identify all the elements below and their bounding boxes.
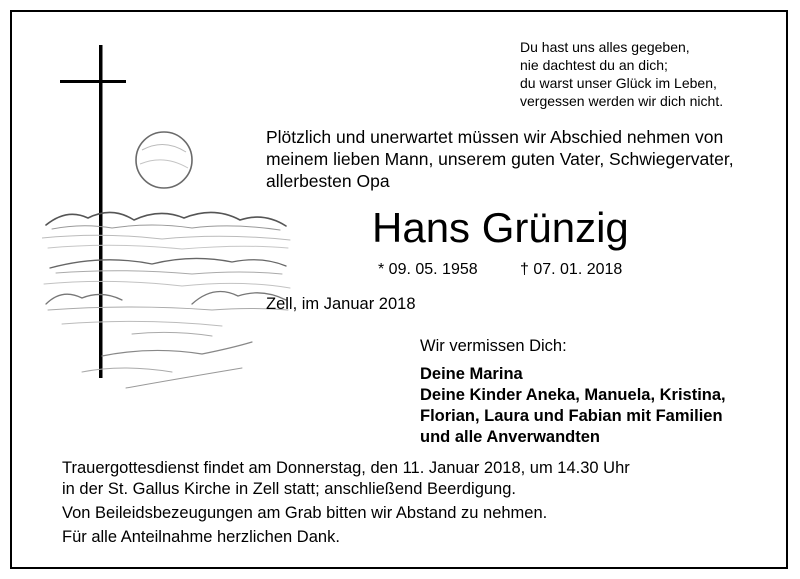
cross-icon [60,45,126,378]
intro-line: allerbesten Opa [266,171,390,191]
mourner-line: Deine Marina [420,365,523,383]
death-date: † 07. 01. 2018 [520,261,623,278]
deceased-name: Hans Grünzig [372,204,629,251]
mourner-line: und alle Anverwandten [420,428,601,446]
landscape-sketch [42,212,290,388]
mourners-heading: Wir vermissen Dich: [420,337,567,355]
service-line: in der St. Gallus Kirche in Zell statt; anschließend Beerdigung. [62,480,516,498]
birth-date: * 09. 05. 1958 [378,261,478,278]
service-line: Trauergottesdienst findet am Donnerstag, den 11. Januar 2018, um 14.30 Uhr [62,459,630,477]
intro-text [266,126,734,192]
mourners-list [420,364,726,448]
thanks-note: Für alle Anteilnahme herzlichen Dank. [62,528,340,546]
intro-line: meinem lieben Mann, unserem guten Vater, Schwiegervater, [266,149,734,169]
poem-line: nie dachtest du an dich; [520,57,668,73]
place-date: Zell, im Januar 2018 [266,295,416,313]
mourner-line: Deine Kinder Aneka, Manuela, Kristina, [420,386,726,404]
obituary-card [10,10,788,569]
mourner-line: Florian, Laura und Fabian mit Familien [420,407,723,425]
poem-line: Du hast uns alles gegeben, [520,39,690,55]
intro-line: Plötzlich und unerwartet müssen wir Abschied nehmen von [266,127,724,147]
poem [520,38,723,110]
poem-line: du warst unser Glück im Leben, [520,75,717,91]
service-notes [62,458,630,548]
poem-line: vergessen werden wir dich nicht. [520,93,724,109]
condolences-note: Von Beileidsbezeugungen am Grab bitten wir Abstand zu nehmen. [62,504,548,522]
sun-icon [136,132,192,188]
cross-landscape-illustration [42,42,292,402]
